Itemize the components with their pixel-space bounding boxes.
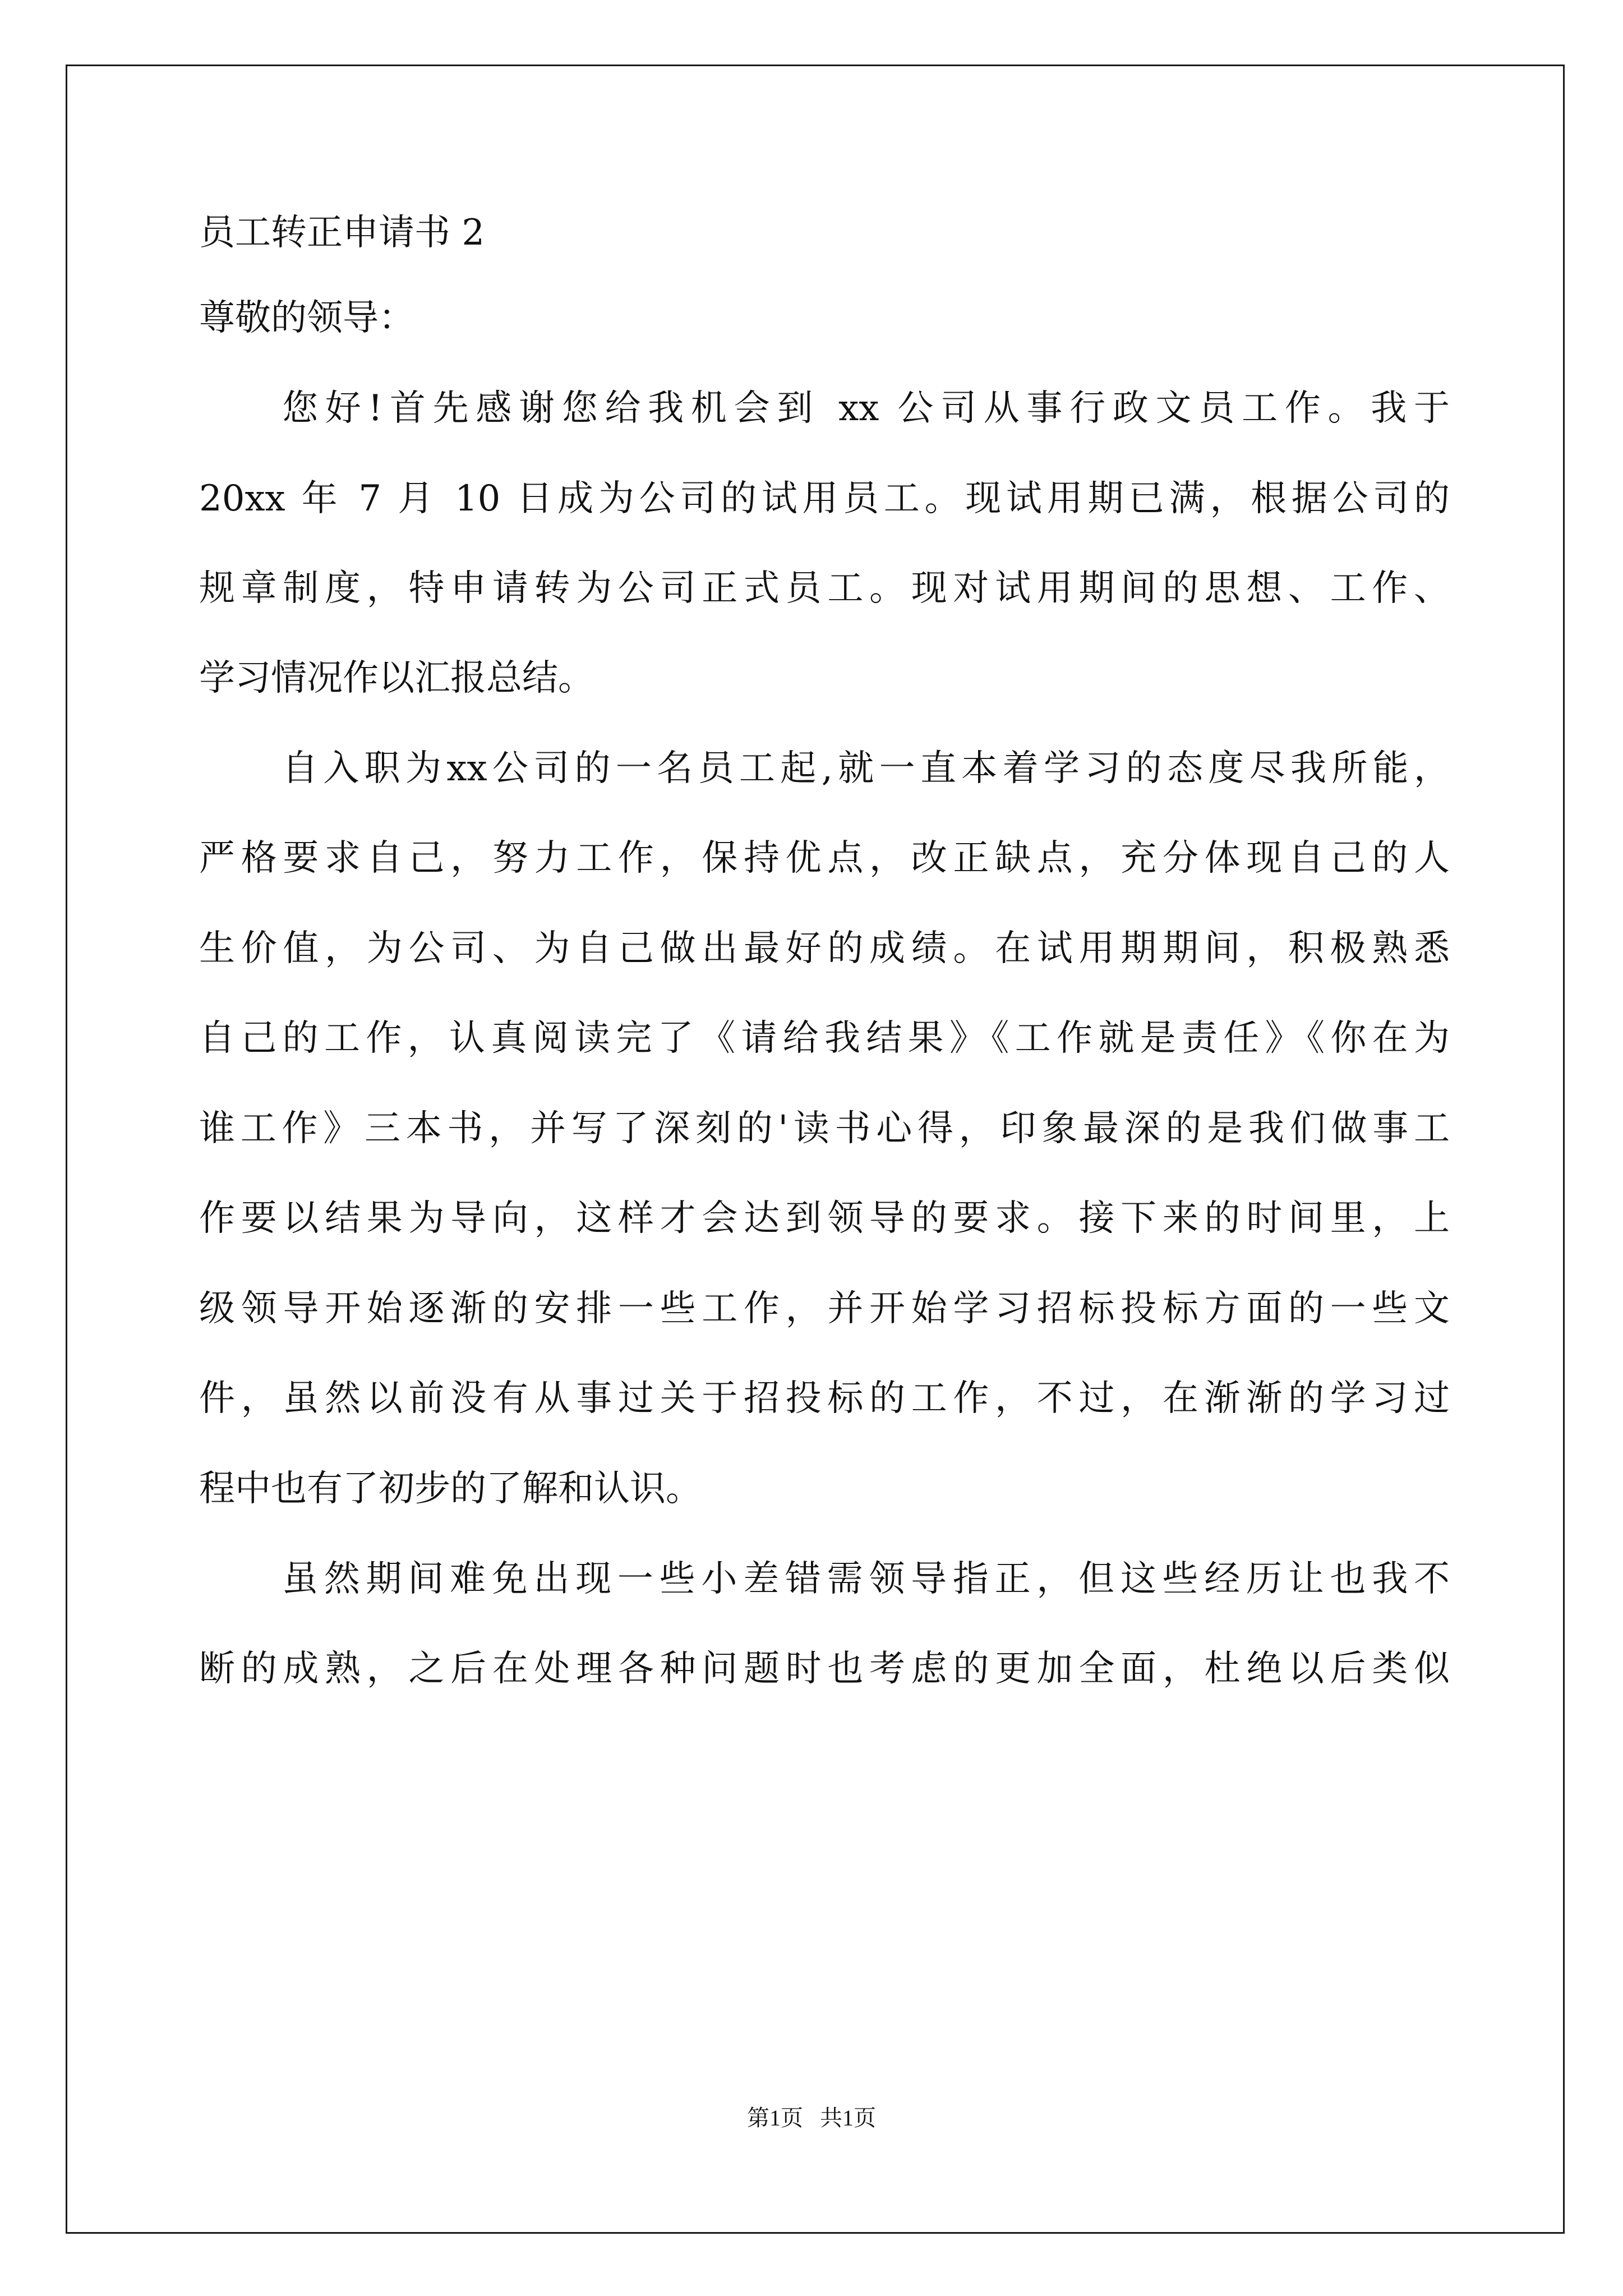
paragraph-3-line-1: 虽然期间难免出现一些小差错需领导指正，但这些经历让也我不 [282, 1558, 1450, 1600]
paragraph-1-line-2: 20xx 年 7 月 10 日成为公司的试用员工。现试用期已满，根据公司的 [199, 478, 1450, 519]
paragraph-2-line-5: 谁工作》三本书，并写了深刻的'读书心得，印象最深的是我们做事工 [199, 1108, 1450, 1149]
paragraph-1-line-1: 您好!首先感谢您给我机会到 xx 公司从事行政文员工作。我于 [282, 388, 1450, 429]
paragraph-2-line-6: 作要以结果为导向，这样才会达到领导的要求。接下来的时间里，上 [199, 1198, 1450, 1239]
paragraph-2-line-9: 程中也有了初步的了解和认识。 [199, 1468, 702, 1510]
paragraph-2-line-2: 严格要求自己，努力工作，保持优点，改正缺点，充分体现自己的人 [199, 838, 1450, 879]
paragraph-1-line-3: 规章制度，特申请转为公司正式员工。现对试用期间的思想、工作、 [199, 568, 1450, 609]
paragraph-2-line-4: 自己的工作，认真阅读完了《请给我结果》《工作就是责任》《你在为 [199, 1018, 1450, 1059]
paragraph-2-line-1: 自入职为xx公司的一名员工起,就一直本着学习的态度尽我所能， [282, 748, 1450, 789]
page-number-footer: 第1页 共1页 [747, 2105, 876, 2131]
paragraph-2-line-7: 级领导开始逐渐的安排一些工作，并开始学习招标投标方面的一些文 [199, 1288, 1450, 1329]
paragraph-3-line-2: 断的成熟，之后在处理各种问题时也考虑的更加全面，杜绝以后类似 [199, 1648, 1450, 1690]
paragraph-2-line-3: 生价值，为公司、为自己做出最好的成绩。在试用期期间，积极熟悉 [199, 928, 1450, 969]
paragraph-1-line-4: 学习情况作以汇报总结。 [199, 657, 594, 699]
paragraph-2-line-8: 件，虽然以前没有从事过关于招投标的工作，不过，在渐渐的学习过 [199, 1378, 1450, 1419]
document-title: 员工转正申请书 2 [199, 212, 485, 254]
salutation: 尊敬的领导： [199, 297, 414, 339]
